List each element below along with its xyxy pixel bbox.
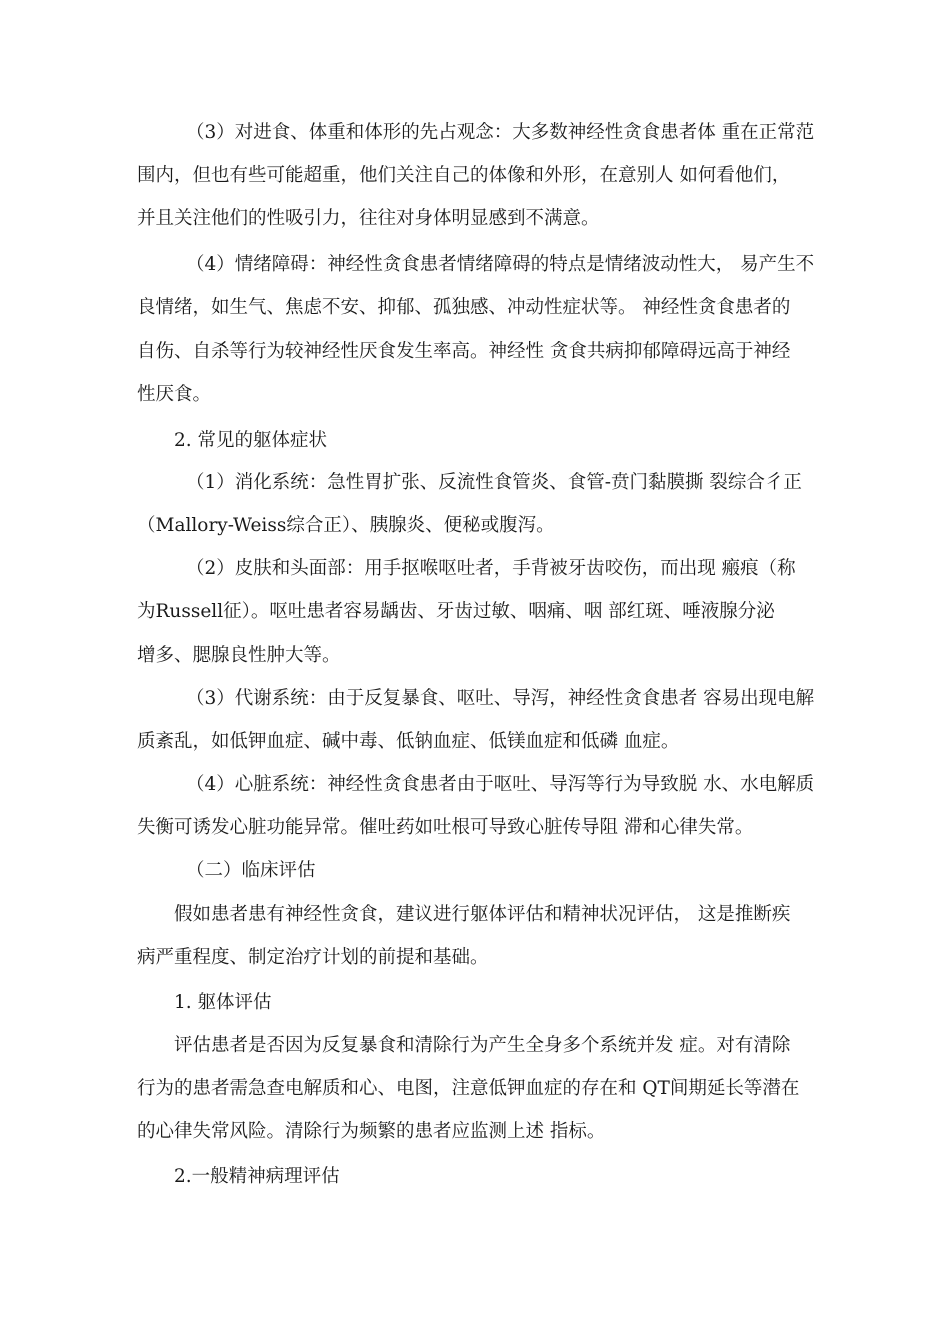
text-line: 病严重程度、制定治疗计划的前提和基础。 xyxy=(137,947,489,968)
text-line: 质紊乱，如低钾血症、碱中毒、低钠血症、低镁血症和低磷 血症。 xyxy=(137,731,680,752)
text-line: （3）代谢系统：由于反复暴食、呕吐、导泻，神经性贪食患者 容易出现电解 xyxy=(186,688,815,709)
text-line: 自伤、自杀等行为较神经性厌食发生率高。神经性 贪食共病抑郁障碍远高于神经 xyxy=(137,341,791,362)
text-line: （Mallory-Weiss综合正）、胰腺炎、便秘或腹泻。 xyxy=(137,515,555,536)
text-line: 良情绪，如生气、焦虑不安、抑郁、孤独感、冲动性症状等。 神经性贪食患者的 xyxy=(137,297,791,318)
text-line: （4）情绪障碍：神经性贪食患者情绪障碍的特点是情绪波动性大， 易产生不 xyxy=(186,254,815,275)
section-heading-psychopathology-assessment: 2.一般精神病理评估 xyxy=(174,1166,340,1187)
section-heading-somatic-assessment: 1. 躯体评估 xyxy=(174,992,272,1013)
text-line: 假如患者患有神经性贪食，建议进行躯体评估和精神状况评估， 这是推断疾 xyxy=(174,904,791,925)
text-line: （2）皮肤和头面部：用手抠喉呕吐者，手背被牙齿咬伤，而出现 瘢痕（称 xyxy=(186,558,796,579)
section-heading-clinical-assessment: （二）临床评估 xyxy=(186,860,316,881)
text-line: 行为的患者需急查电解质和心、电图，注意低钾血症的存在和 QT间期延长等潜在 xyxy=(137,1078,800,1099)
text-line: （1）消化系统：急性胃扩张、反流性食管炎、食管-贲门黏膜撕 裂综合彳正 xyxy=(186,472,802,493)
text-line: （4）心脏系统：神经性贪食患者由于呕吐、导泻等行为导致脱 水、水电解质 xyxy=(186,774,815,795)
section-heading-somatic-symptoms: 2. 常见的躯体症状 xyxy=(174,430,328,451)
text-line: 并且关注他们的性吸引力，往往对身体明显感到不满意。 xyxy=(137,208,600,229)
text-line: 围内，但也有些可能超重，他们关注自己的体像和外形，在意别人 如何看他们， xyxy=(137,165,791,186)
text-line: 的心律失常风险。清除行为频繁的患者应监测上述 指标。 xyxy=(137,1121,606,1142)
text-line: 失衡可诱发心脏功能异常。催吐药如吐根可导致心脏传导阻 滞和心律失常。 xyxy=(137,817,754,838)
text-line: 增多、腮腺良性肿大等。 xyxy=(137,645,341,666)
text-line: （3）对进食、体重和体形的先占观念：大多数神经性贪食患者体 重在正常范 xyxy=(186,122,815,143)
text-line: 为Russell征）。呕吐患者容易龋齿、牙齿过敏、咽痛、咽 部红斑、唾液腺分泌 xyxy=(137,601,775,622)
text-line: 性厌食。 xyxy=(137,384,212,405)
text-line: 评估患者是否因为反复暴食和清除行为产生全身多个系统并发 症。对有清除 xyxy=(174,1035,791,1056)
